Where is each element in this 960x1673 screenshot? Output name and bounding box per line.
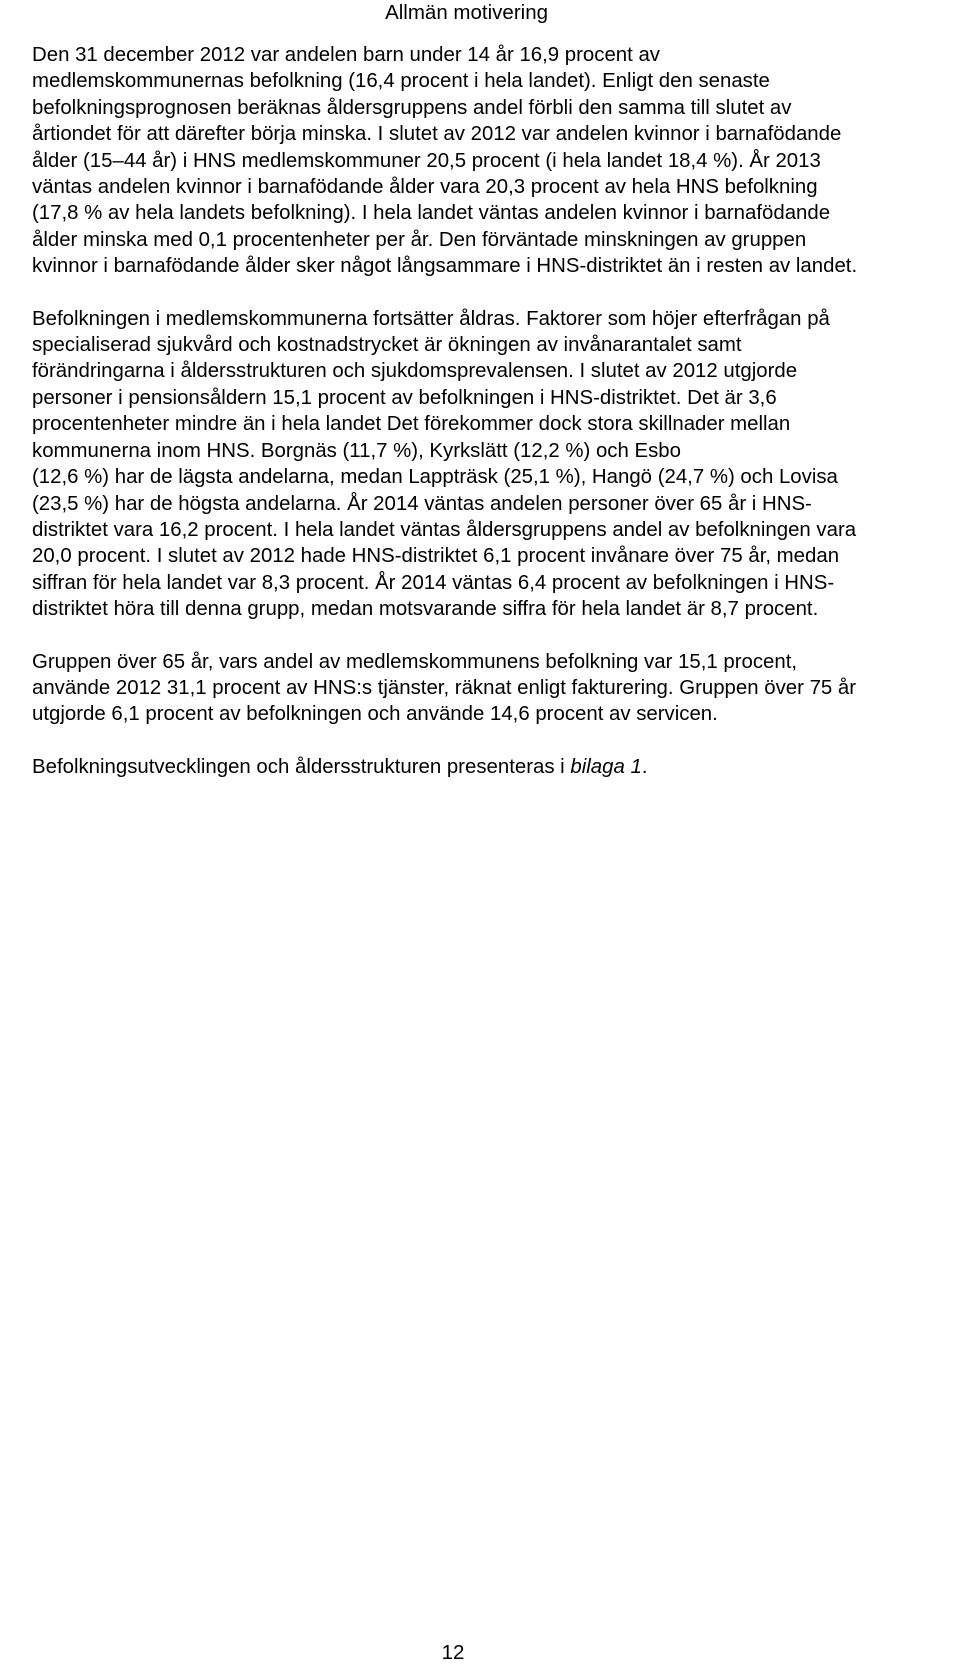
text-line: väntas andelen kvinnor i barnafödande ålder vara 20,3 procent av hela HNS befolkning: [32, 176, 818, 199]
text-line: kommunerna inom HNS. Borgnäs (11,7 %), Kyrkslätt (12,2 %) och Esbo: [32, 439, 681, 462]
text-line: ålder (15–44 år) i HNS medlemskommuner 20,5 procent (i hela landet 18,4 %). År 2013: [32, 149, 821, 172]
text-line: utgjorde 6,1 procent av befolkningen och använde 14,6 procent av servicen.: [32, 703, 718, 726]
text-line: specialiserad sjukvård och kostnadstrycket är ökningen av invånarantalet samt: [32, 334, 742, 357]
document-body: [32, 42, 956, 806]
paragraph-aging-population: [32, 306, 956, 623]
text-line: använde 2012 31,1 procent av HNS:s tjänster, räknat enligt fakturering. Gruppen över 75 år: [32, 676, 857, 699]
text-line: distriktet höra till denna grupp, medan motsvarande siffra för hela landet är 8,7 procent.: [32, 598, 819, 621]
paragraph-appendix-reference: [32, 754, 956, 780]
text-line: distriktet vara 16,2 procent. I hela landet väntas åldersgruppens andel av befolkningen vara: [32, 518, 857, 541]
text-line: ålder minska med 0,1 procentenheter per år. Den förväntade minskningen av gruppen: [32, 228, 807, 251]
text-line: procentenheter mindre än i hela landet Det förekommer dock stora skillnader mellan: [32, 413, 791, 436]
paragraph-children-women: [32, 42, 956, 280]
text-line: Gruppen över 65 år, vars andel av medlemskommunens befolkning var 15,1 procent,: [32, 650, 798, 673]
text-line: årtiondet för att därefter börja minska. I slutet av 2012 var andelen kvinnor i barnafödande: [32, 123, 842, 146]
text-line: medlemskommunernas befolkning (16,4 procent i hela landet). Enligt den senaste: [32, 70, 770, 93]
appendix-link-text: bilaga 1: [570, 755, 642, 778]
text-line: förändringarna i åldersstrukturen och sjukdomsprevalensen. I slutet av 2012 utgjorde: [32, 360, 798, 383]
text-line: [32, 754, 956, 780]
text-line: Befolkningen i medlemskommunerna fortsätter åldras. Faktorer som höjer efterfrågan på: [32, 307, 830, 330]
text-line: siffran för hela landet var 8,3 procent. År 2014 väntas 6,4 procent av befolkningen i HNS-: [32, 571, 835, 594]
page-number: 12: [441, 1641, 465, 1664]
paragraph-service-usage: [32, 649, 956, 728]
text-line: 20,0 procent. I slutet av 2012 hade HNS-distriktet 6,1 procent invånare över 75 år, medan: [32, 545, 840, 568]
text-line: Den 31 december 2012 var andelen barn under 14 år 16,9 procent av: [32, 44, 661, 66]
text-line: (23,5 %) har de högsta andelarna. År 2014 väntas andelen personer över 65 år i HNS-: [32, 492, 812, 515]
appendix-period: .: [641, 755, 648, 778]
text-line: kvinnor i barnafödande ålder sker något långsammare i HNS-distriktet än i resten av landet.: [32, 255, 858, 278]
text-line: personer i pensionsåldern 15,1 procent av befolkningen i HNS-distriktet. Det är 3,6: [32, 386, 777, 409]
text-line: befolkningsprognosen beräknas åldersgruppens andel förbli den samma till slutet av: [32, 96, 792, 119]
page-header: Allmän motivering: [385, 1, 548, 24]
text-line: (17,8 % av hela landets befolkning). I hela landet väntas andelen kvinnor i barnafödande: [32, 202, 831, 225]
text-line: (12,6 %) har de lägsta andelarna, medan Lappträsk (25,1 %), Hangö (24,7 %) och Lovisa: [32, 466, 838, 489]
appendix-text: Befolkningsutvecklingen och åldersstrukturen presenteras i: [32, 755, 571, 778]
